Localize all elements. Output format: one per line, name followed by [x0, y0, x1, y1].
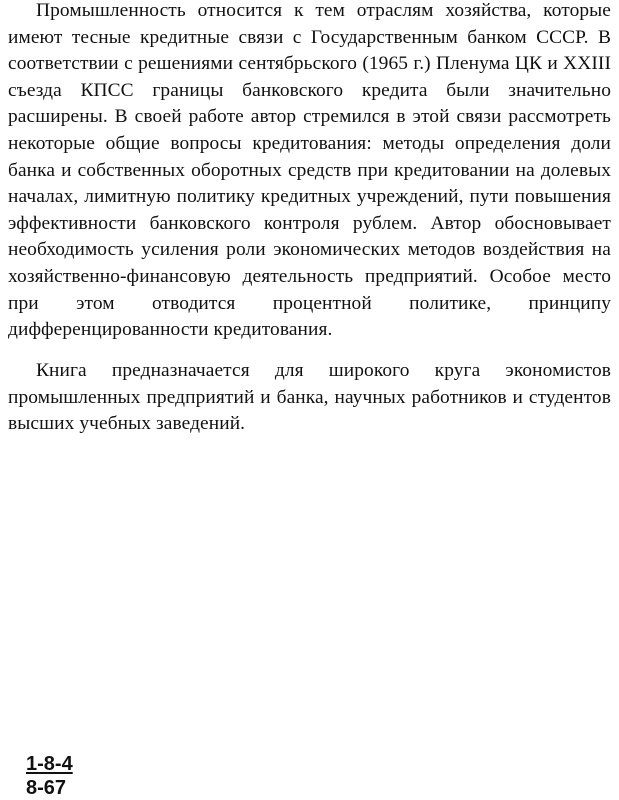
publication-codes: [26, 752, 73, 800]
annotation-paragraph-1: Промышленность относится к тем отраслям хозяйства, которые имеют тесные кредитные связи с Государственным банком СССР. В соответствии с решениями сентябрьского (1965 г.) Пленума ЦК и XXIII съезда КПСС границы банковского кредита были значительно расширены. В своей работе автор стремился в этой связи рассмотреть некоторые общие вопросы кредитования: методы определения доли банка и собственных оборотных средств при кредитовании на долевых началах, лимитную политику кредитных учреждений, пути повышения эффективности банковского контроля рублем. Автор обосновывает необходимость усиления роли экономических методов воздействия на хозяйственно-финансовую деятельность предприятий. Особое место при этом отводится процентной политике, принципу дифференцированности кредитования.: [8, 0, 611, 341]
publication-code-lower: 8-67: [26, 777, 67, 799]
annotation-paragraph-2: Книга предназначается для широкого круга экономистов промышленных предприятий и банка, научных работников и студентов высших учебных заведений.: [8, 360, 611, 435]
publication-code-upper: 1-8-4: [26, 753, 73, 775]
